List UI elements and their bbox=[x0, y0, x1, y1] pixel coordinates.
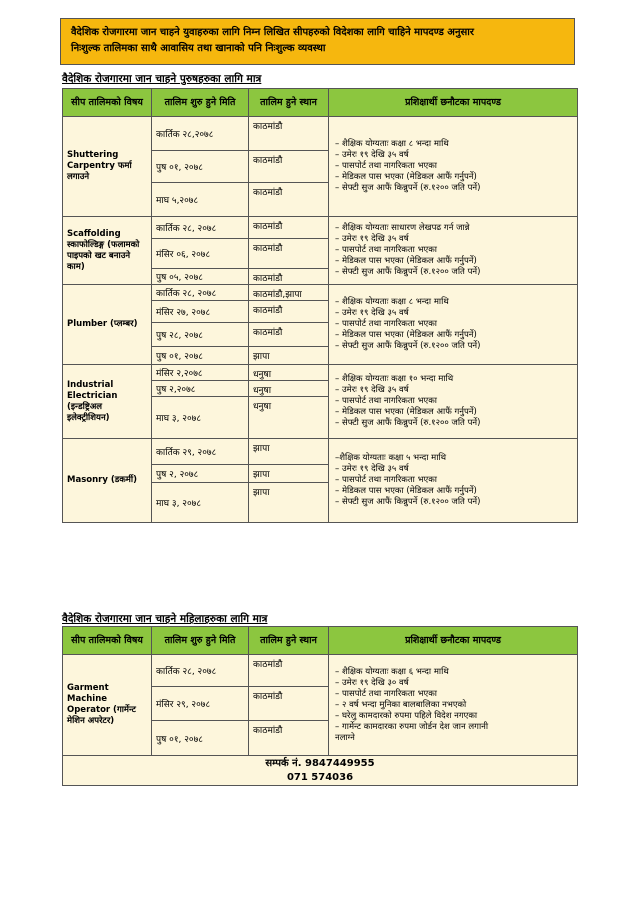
contact-row bbox=[63, 756, 578, 786]
start-date: पुष ०१, २०७८ bbox=[152, 721, 249, 756]
training-place: काठमांडौ bbox=[249, 239, 329, 269]
start-date: पुष २, २०७८ bbox=[152, 465, 249, 483]
header-start-date: तालिम शुरु हुने मिति bbox=[152, 89, 249, 117]
header-skill: सीप तालिमको विषय bbox=[63, 627, 152, 655]
contact-landline: 071 574036 bbox=[286, 771, 354, 783]
men-section-title: वैदेशिक रोजगारमा जान चाहने पुरुषहरुका लागि मात्र bbox=[62, 73, 262, 85]
criteria-item: – मेडिकल पास भएका (मेडिकल आफैं गर्नुपर्ने) bbox=[335, 256, 477, 266]
criteria-item: – पासपोर्ट तथा नागरिकता भएका bbox=[335, 688, 437, 699]
skill-name: Masonry (डकर्मी) bbox=[63, 439, 152, 523]
criteria-item: – पासपोर्ट तथा नागरिकता भएका bbox=[335, 396, 437, 406]
training-place: काठमांडौ bbox=[249, 721, 329, 756]
training-place: झापा bbox=[249, 347, 329, 365]
criteria-item: – सेफ्टी सुज आफैं किन्नुपर्ने (रु.१२०० जति पर्ने) bbox=[335, 341, 481, 351]
training-place: काठमांडौ bbox=[249, 217, 329, 239]
header-place: तालिम हुने स्थान bbox=[249, 89, 329, 117]
training-place: काठमांडौ bbox=[249, 301, 329, 323]
men-training-table bbox=[62, 88, 578, 523]
start-date: मंसिर २९, २०७८ bbox=[152, 687, 249, 721]
criteria-item: – २ वर्ष भन्दा मुनिका बालबालिका नभएको bbox=[335, 699, 467, 710]
training-place: धनुषा bbox=[249, 381, 329, 397]
start-date: मंसिर २,२०७८ bbox=[152, 365, 249, 381]
training-place: काठमांडौ bbox=[249, 269, 329, 285]
start-date: पुष ०१, २०७८ bbox=[152, 151, 249, 183]
criteria-item: – मेडिकल पास भएका (मेडिकल आफैं गर्नुपर्ने) bbox=[335, 172, 477, 182]
criteria-item: – गार्मेन्ट कामदारका रुपमा जोर्डन देश जान लगानी bbox=[335, 721, 489, 732]
table-row bbox=[63, 217, 578, 239]
criteria-item: – शैक्षिक योग्यताः साधारण लेखपढ गर्न जान्ने bbox=[335, 223, 470, 233]
header-row bbox=[63, 627, 578, 655]
criteria-item: – उमेरः १९ देखि ३५ वर्ष bbox=[335, 385, 409, 395]
training-place: धनुषा bbox=[249, 397, 329, 439]
selection-criteria bbox=[329, 285, 578, 365]
skill-name: Plumber (प्लम्बर) bbox=[63, 285, 152, 365]
criteria-item: – सेफ्टी सुज आफैं किन्नुपर्ने (रु.१२०० जति पर्ने) bbox=[335, 418, 481, 428]
table-row bbox=[63, 117, 578, 151]
training-place: काठमांडौ bbox=[249, 117, 329, 151]
start-date: कार्तिक २८, २०७८ bbox=[152, 217, 249, 239]
start-date: मंसिर २७, २०७८ bbox=[152, 301, 249, 323]
criteria-item: – मेडिकल पास भएका (मेडिकल आफैं गर्नुपर्ने) bbox=[335, 486, 477, 496]
header-row bbox=[63, 89, 578, 117]
criteria-item: – शैक्षिक योग्यताः कक्षा ८ भन्दा माथि bbox=[335, 139, 449, 149]
training-place: काठमांडौ,झापा bbox=[249, 285, 329, 301]
criteria-item: – उमेरः १९ देखि ३५ वर्ष bbox=[335, 234, 409, 244]
start-date: कार्तिक २९, २०७८ bbox=[152, 439, 249, 465]
criteria-item: – शैक्षिक योग्यताः कक्षा १० भन्दा माथि bbox=[335, 374, 454, 384]
training-place: झापा bbox=[249, 439, 329, 465]
training-place: धनुषा bbox=[249, 365, 329, 381]
criteria-item: – पासपोर्ट तथा नागरिकता भएका bbox=[335, 245, 437, 255]
criteria-item: – घरेलु कामदारको रुपमा पहिले विदेश नगएका bbox=[335, 710, 478, 721]
training-place: झापा bbox=[249, 483, 329, 523]
header-skill: सीप तालिमको विषय bbox=[63, 89, 152, 117]
criteria-item: – शैक्षिक योग्यताः कक्षा ६ भन्दा माथि bbox=[335, 666, 449, 677]
start-date: पुष ०१, २०७८ bbox=[152, 347, 249, 365]
criteria-item: नलाग्ने bbox=[335, 732, 355, 743]
criteria-item: – पासपोर्ट तथा नागरिकता भएका bbox=[335, 319, 437, 329]
start-date: कार्तिक २८,२०७८ bbox=[152, 117, 249, 151]
start-date: पुष २८, २०७८ bbox=[152, 323, 249, 347]
criteria-item: – सेफ्टी सुज आफैं किन्नुपर्ने (रु.१२०० जति पर्ने) bbox=[335, 497, 481, 507]
skill-name: Shuttering Carpentry फर्मा लगाउने bbox=[63, 117, 152, 217]
women-training-table bbox=[62, 626, 578, 786]
start-date: माघ ३, २०७८ bbox=[152, 483, 249, 523]
contact-info bbox=[63, 756, 578, 786]
criteria-item: – मेडिकल पास भएका (मेडिकल आफैं गर्नुपर्ने) bbox=[335, 407, 477, 417]
criteria-item: – पासपोर्ट तथा नागरिकता भएका bbox=[335, 161, 437, 171]
table-row bbox=[63, 365, 578, 381]
start-date: पुष ०५, २०७८ bbox=[152, 269, 249, 285]
header-criteria: प्रशिक्षार्थी छनौटका मापदण्ड bbox=[329, 89, 578, 117]
start-date: कार्तिक २८, २०७८ bbox=[152, 655, 249, 687]
table-row bbox=[63, 285, 578, 301]
criteria-item: – सेफ्टी सुज आफैं किन्नुपर्ने (रु.१२०० जति पर्ने) bbox=[335, 183, 481, 193]
table-row bbox=[63, 439, 578, 465]
criteria-item: –शैक्षिक योग्यताः कक्षा ५ भन्दा माथि bbox=[335, 453, 447, 463]
start-date: माघ ३, २०७८ bbox=[152, 397, 249, 439]
skill-name: Industrial Electrician (इन्डष्ट्रिअल इलेक्ट्रीशियन) bbox=[63, 365, 152, 439]
notice-banner bbox=[60, 18, 575, 65]
header-start-date: तालिम शुरु हुने मिति bbox=[152, 627, 249, 655]
criteria-item: – पासपोर्ट तथा नागरिकता भएका bbox=[335, 475, 437, 485]
criteria-item: – मेडिकल पास भएका (मेडिकल आफैं गर्नुपर्ने) bbox=[335, 330, 477, 340]
contact-phone: सम्पर्क नं. 9847449955 bbox=[265, 757, 375, 769]
skill-name: Garment Machine Operator (गार्मेन्ट मेशिन अपरेटर) bbox=[63, 655, 152, 756]
selection-criteria bbox=[329, 655, 578, 756]
banner-line-2: निःशुल्क तालिमका साथै आवासिय तथा खानाको पनि निःशुल्क व्यवस्था bbox=[71, 43, 326, 54]
training-place: काठमांडौ bbox=[249, 323, 329, 347]
start-date: कार्तिक २८, २०७८ bbox=[152, 285, 249, 301]
selection-criteria bbox=[329, 365, 578, 439]
training-place: काठमांडौ bbox=[249, 655, 329, 687]
training-place: काठमांडौ bbox=[249, 687, 329, 721]
banner-line-1: वैदेशिक रोजगारमा जान चाहने युवाहरुका लागि निम्न लिखित सीपहरुको विदेशका लागि चाहिने मापदण्ड अनुसार bbox=[71, 27, 474, 38]
criteria-item: – उमेरः १९ देखि ३५ वर्ष bbox=[335, 308, 409, 318]
start-date: माघ ५,२०७८ bbox=[152, 183, 249, 217]
criteria-item: – सेफ्टी सुज आफैं किन्नुपर्ने (रु.१२०० जति पर्ने) bbox=[335, 267, 481, 277]
criteria-item: – उमेरः १९ देखि ३० वर्ष bbox=[335, 677, 409, 688]
women-section-title: वैदेशिक रोजगारमा जान चाहने महिलाहरुका लागि मात्र bbox=[62, 613, 268, 625]
start-date: पुष २,२०७८ bbox=[152, 381, 249, 397]
selection-criteria bbox=[329, 117, 578, 217]
skill-name: Scaffolding स्काफोल्डिङ्ग (फलामको पाइपको खट बनाउने काम) bbox=[63, 217, 152, 285]
training-place: काठमांडौ bbox=[249, 151, 329, 183]
start-date: मंसिर ०६, २०७८ bbox=[152, 239, 249, 269]
selection-criteria bbox=[329, 439, 578, 523]
table-row bbox=[63, 655, 578, 687]
criteria-item: – उमेरः १९ देखि ३५ वर्ष bbox=[335, 150, 409, 160]
criteria-item: – उमेरः १९ देखि ३५ वर्ष bbox=[335, 464, 409, 474]
selection-criteria bbox=[329, 217, 578, 285]
training-place: काठमांडौ bbox=[249, 183, 329, 217]
header-criteria: प्रशिक्षार्थी छनौटका मापदण्ड bbox=[329, 627, 578, 655]
header-place: तालिम हुने स्थान bbox=[249, 627, 329, 655]
training-place: झापा bbox=[249, 465, 329, 483]
criteria-item: – शैक्षिक योग्यताः कक्षा ८ भन्दा माथि bbox=[335, 297, 449, 307]
